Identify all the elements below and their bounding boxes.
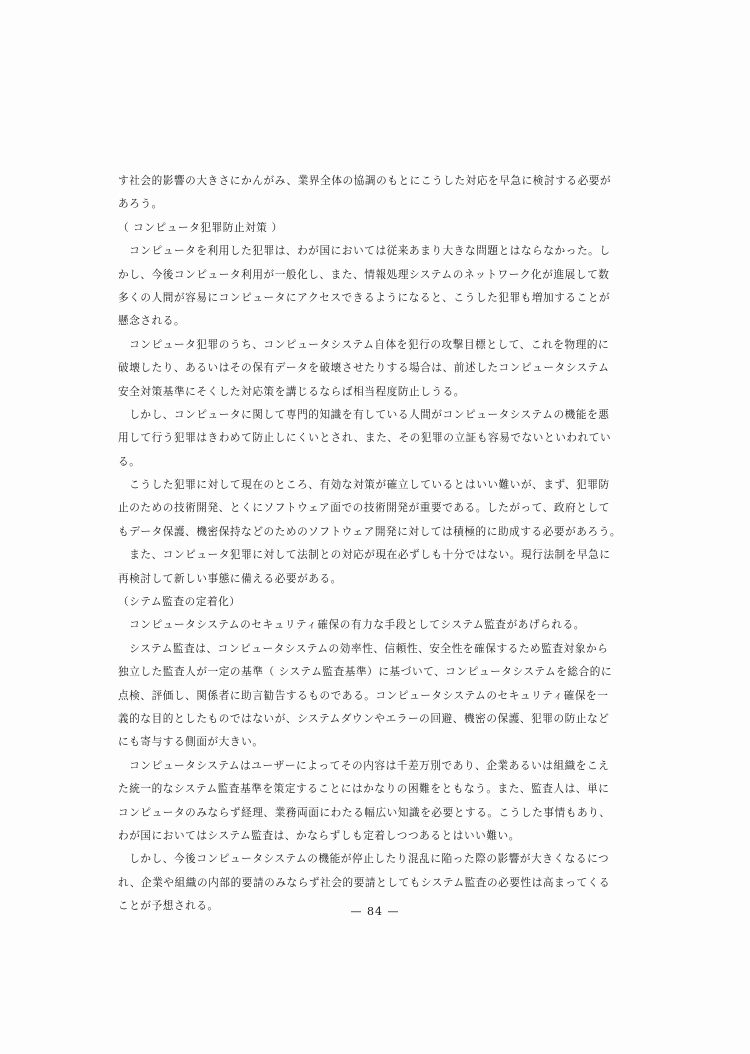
text-line: す社会的影響の大きさにかんがみ、業界全体の協調のもとにこうした対応を早急に検討する必要が — [118, 175, 612, 187]
text-line: 義的な目的としたものではないが、システムダウンやエラーの回避、機密の保護、犯罪の防止など — [118, 712, 610, 725]
section-heading: （ コンピュータ犯罪防止対策 ） — [118, 221, 283, 234]
text-line: 点検、評価し、関係者に助言勧告するものである。コンピュータシステムのセキュリティ確保を一 — [118, 689, 609, 702]
text-line: 懸念される。 — [118, 315, 186, 328]
text-line: しかし、今後コンピュータシステムの機能が停止したり混乱に陥った際の影響が大きくなるにつ — [118, 853, 610, 866]
text-line: わが国においてはシステム監査は、かならずしも定着しつつあるとはいい難い。 — [118, 829, 520, 842]
text-line: コンピュータシステムのセキュリティ確保の有力な手段としてシステム監査があげられる。 — [118, 619, 585, 632]
text-line: コンピュータ犯罪のうち、コンピュータシステム自体を犯行の攻撃目標として、これを物理的に — [118, 338, 610, 351]
text-line: ことが予想される。 — [118, 900, 219, 913]
text-line: れ、企業や組織の内部的要請のみならず社会的要請としてもシステム監査の必要性は高まってくる — [118, 876, 611, 889]
text-line: る。 — [118, 455, 141, 468]
text-line: 独立した監査人が一定の基準（ システム監査基準）に基づいて、コンピュータシステムを総合的に — [118, 666, 613, 679]
text-line: 再検討して新しい事態に備える必要がある。 — [118, 572, 342, 585]
text-line: かし、今後コンピュータ利用が一般化し、また、情報処理システムのネットワーク化が進展して数 — [118, 268, 610, 281]
text-line: 安全対策基準にそくした対応策を講じるならば相当程度防止しうる。 — [118, 385, 466, 398]
text-line: あろう。 — [118, 198, 163, 211]
text-line: 用して行う犯罪はきわめて防止しにくいとされ、また、その犯罪の立証も容易でないといわれてい — [118, 432, 612, 445]
text-line: コンピュータのみならず経理、業務両面にわたる幅広い知識を必要とする。こうした事情もあり、 — [118, 806, 611, 819]
text-line: 多くの人間が容易にコンピュータにアクセスできるようになると、こうした犯罪も増加することが — [118, 291, 611, 304]
text-line: また、コンピュータ犯罪に対して法制との対応が現在必ずしも十分ではない。現行法制を早急に — [118, 549, 611, 562]
text-line: た統一的なシステム監査基準を策定することにはかなりの困難をともなう。また、監査人は、単に — [118, 783, 610, 796]
text-line: 止のための技術開発、とくにソフトウェア面での技術開発が重要である。したがって、政府として — [118, 502, 610, 515]
text-line: にも寄与する側面が大きい。 — [118, 736, 264, 749]
text-line: しかし、コンピュータに関して専門的知識を有している人間がコンピュータシステムの機能を悪 — [118, 408, 610, 421]
body-text — [118, 170, 622, 919]
text-line: システム監査は、コンピュータシステムの効率性、信頼性、安全性を確保するため監査対象から — [118, 642, 609, 655]
text-line: コンピュータを利用した犯罪は、わが国においては従来あまり大きな問題とはならなかった。し — [118, 245, 611, 258]
text-line: こうした犯罪に対して現在のところ、有効な対策が確立しているとはいい難いが、まず、犯罪防 — [118, 479, 610, 492]
page-number: — 84 — — [350, 905, 400, 918]
text-line: 破壊したり、あるいはその保有データを破壊させたりする場合は、前述したコンピュータシステム — [118, 362, 610, 375]
section-heading: （シテム監査の定着化） — [118, 596, 241, 609]
text-line: もデータ保護、機密保持などのためのソフトウェア開発に対しては積極的に助成する必要があろう。 — [118, 525, 622, 538]
text-line: コンピュータシステムはユーザーによってその内容は千差万別であり、企業あるいは組織をこえ — [118, 759, 610, 772]
